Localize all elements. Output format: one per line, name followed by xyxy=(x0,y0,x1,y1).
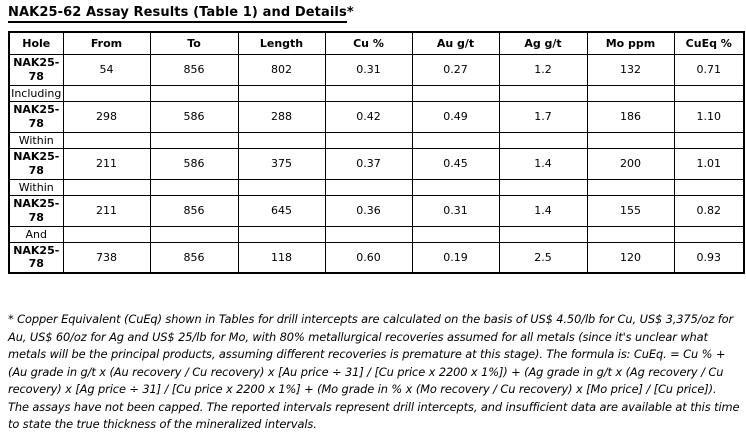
value-cell: 1.4 xyxy=(499,195,587,226)
column-header-cu: Cu % xyxy=(325,32,412,54)
hole-id-cell: NAK25-78 xyxy=(9,242,63,273)
column-header-length: Length xyxy=(238,32,325,54)
value-cell xyxy=(412,226,499,242)
value-cell xyxy=(238,226,325,242)
value-cell xyxy=(412,132,499,148)
value-cell: 0.31 xyxy=(412,195,499,226)
footnote-line: metals will be the principal products, assuming different recoveries is premature at this stage). The formula is: CuEq. = Cu % + xyxy=(8,347,726,361)
value-cell xyxy=(674,132,744,148)
value-cell xyxy=(499,85,587,101)
value-cell: 0.31 xyxy=(325,54,412,85)
qualifier-row xyxy=(9,85,744,101)
qualifier-cell: Within xyxy=(9,132,63,148)
value-cell: 0.49 xyxy=(412,101,499,132)
qualifier-row xyxy=(9,132,744,148)
value-cell xyxy=(325,226,412,242)
value-cell xyxy=(674,85,744,101)
value-cell xyxy=(150,85,238,101)
footnote-line: recovery) x [Ag price ÷ 31] / [Cu price x 2200 x 1%] + (Mo grade in % x (Mo recovery / Cu recovery) x [Mo price] / [Cu price]). xyxy=(8,382,717,396)
value-cell: 0.60 xyxy=(325,242,412,273)
column-header-from: From xyxy=(63,32,150,54)
value-cell: 0.36 xyxy=(325,195,412,226)
value-cell xyxy=(150,226,238,242)
value-cell: 856 xyxy=(150,195,238,226)
value-cell xyxy=(238,132,325,148)
value-cell: 2.5 xyxy=(499,242,587,273)
value-cell xyxy=(674,179,744,195)
value-cell: 1.2 xyxy=(499,54,587,85)
value-cell xyxy=(238,179,325,195)
value-cell: 586 xyxy=(150,148,238,179)
value-cell: 186 xyxy=(587,101,674,132)
value-cell xyxy=(325,132,412,148)
value-cell xyxy=(587,226,674,242)
value-cell xyxy=(63,179,150,195)
value-cell: 645 xyxy=(238,195,325,226)
value-cell: 0.71 xyxy=(674,54,744,85)
value-cell xyxy=(150,132,238,148)
hole-id-cell: NAK25-78 xyxy=(9,148,63,179)
value-cell: 0.45 xyxy=(412,148,499,179)
column-header-ag-g-t: Ag g/t xyxy=(499,32,587,54)
value-cell xyxy=(499,132,587,148)
interval-row xyxy=(9,54,744,85)
value-cell: 856 xyxy=(150,54,238,85)
footnote-line: The assays have not been capped. The reported intervals represent drill intercepts, and insufficient data are available at this time xyxy=(8,399,740,414)
footnote-line: * Copper Equivalent (CuEq) shown in Tables for drill intercepts are calculated on the basis of US$ 4.50/lb for Cu, US$ 3,375/oz for xyxy=(8,312,734,326)
value-cell xyxy=(63,132,150,148)
value-cell: 586 xyxy=(150,101,238,132)
value-cell: 1.10 xyxy=(674,101,744,132)
value-cell: 132 xyxy=(587,54,674,85)
column-header-cueq: CuEq % xyxy=(674,32,744,54)
value-cell: 211 xyxy=(63,148,150,179)
value-cell xyxy=(674,226,744,242)
value-cell xyxy=(63,226,150,242)
page-title-asterisk: * xyxy=(346,5,354,20)
value-cell xyxy=(587,85,674,101)
assay-results-table xyxy=(8,31,745,274)
value-cell: 118 xyxy=(238,242,325,273)
qualifier-row xyxy=(9,179,744,195)
interval-row xyxy=(9,101,744,132)
interval-row xyxy=(9,242,744,273)
qualifier-cell: Including xyxy=(9,85,63,101)
value-cell: 288 xyxy=(238,101,325,132)
value-cell: 1.4 xyxy=(499,148,587,179)
value-cell: 802 xyxy=(238,54,325,85)
qualifier-cell: And xyxy=(9,226,63,242)
value-cell: 120 xyxy=(587,242,674,273)
hole-id-cell: NAK25-78 xyxy=(9,195,63,226)
value-cell: 0.27 xyxy=(412,54,499,85)
value-cell: 856 xyxy=(150,242,238,273)
value-cell xyxy=(499,226,587,242)
value-cell: 0.42 xyxy=(325,101,412,132)
value-cell xyxy=(587,179,674,195)
value-cell: 0.93 xyxy=(674,242,744,273)
footnote-line: Au, US$ 60/oz for Ag and US$ 25/lb for Mo, with 80% metallurgical recoveries assumed for all metals (since it's unclear what xyxy=(8,329,708,344)
column-header-au-g-t: Au g/t xyxy=(412,32,499,54)
value-cell: 54 xyxy=(63,54,150,85)
page-title xyxy=(8,5,738,20)
value-cell: 1.01 xyxy=(674,148,744,179)
value-cell xyxy=(63,85,150,101)
assay-table-body xyxy=(9,54,744,273)
value-cell: 1.7 xyxy=(499,101,587,132)
value-cell xyxy=(412,85,499,101)
column-header-to: To xyxy=(150,32,238,54)
value-cell xyxy=(238,85,325,101)
value-cell: 0.82 xyxy=(674,195,744,226)
footnote-line: (Au grade in g/t x (Au recovery / Cu recovery) x [Au price ÷ 31] / [Cu price x 2200 x 1%]) + (Ag grade in g/t x (Ag recovery / Cu xyxy=(8,364,724,379)
qualifier-cell: Within xyxy=(9,179,63,195)
value-cell: 738 xyxy=(63,242,150,273)
value-cell xyxy=(150,179,238,195)
column-header-mo-ppm: Mo ppm xyxy=(587,32,674,54)
table-header-row xyxy=(9,32,744,54)
value-cell xyxy=(325,85,412,101)
value-cell xyxy=(325,179,412,195)
value-cell: 298 xyxy=(63,101,150,132)
value-cell: 375 xyxy=(238,148,325,179)
value-cell: 155 xyxy=(587,195,674,226)
hole-id-cell: NAK25-78 xyxy=(9,101,63,132)
footnote-line: to state the true thickness of the mineralized intervals. xyxy=(8,417,317,431)
hole-id-cell: NAK25-78 xyxy=(9,54,63,85)
value-cell xyxy=(499,179,587,195)
value-cell: 0.37 xyxy=(325,148,412,179)
value-cell: 200 xyxy=(587,148,674,179)
value-cell xyxy=(412,179,499,195)
value-cell: 211 xyxy=(63,195,150,226)
qualifier-row xyxy=(9,226,744,242)
interval-row xyxy=(9,195,744,226)
column-header-hole: Hole xyxy=(9,32,63,54)
page-title-text: NAK25-62 Assay Results (Table 1) and Details xyxy=(8,5,347,23)
value-cell xyxy=(587,132,674,148)
footnote xyxy=(8,311,738,434)
interval-row xyxy=(9,148,744,179)
value-cell: 0.19 xyxy=(412,242,499,273)
